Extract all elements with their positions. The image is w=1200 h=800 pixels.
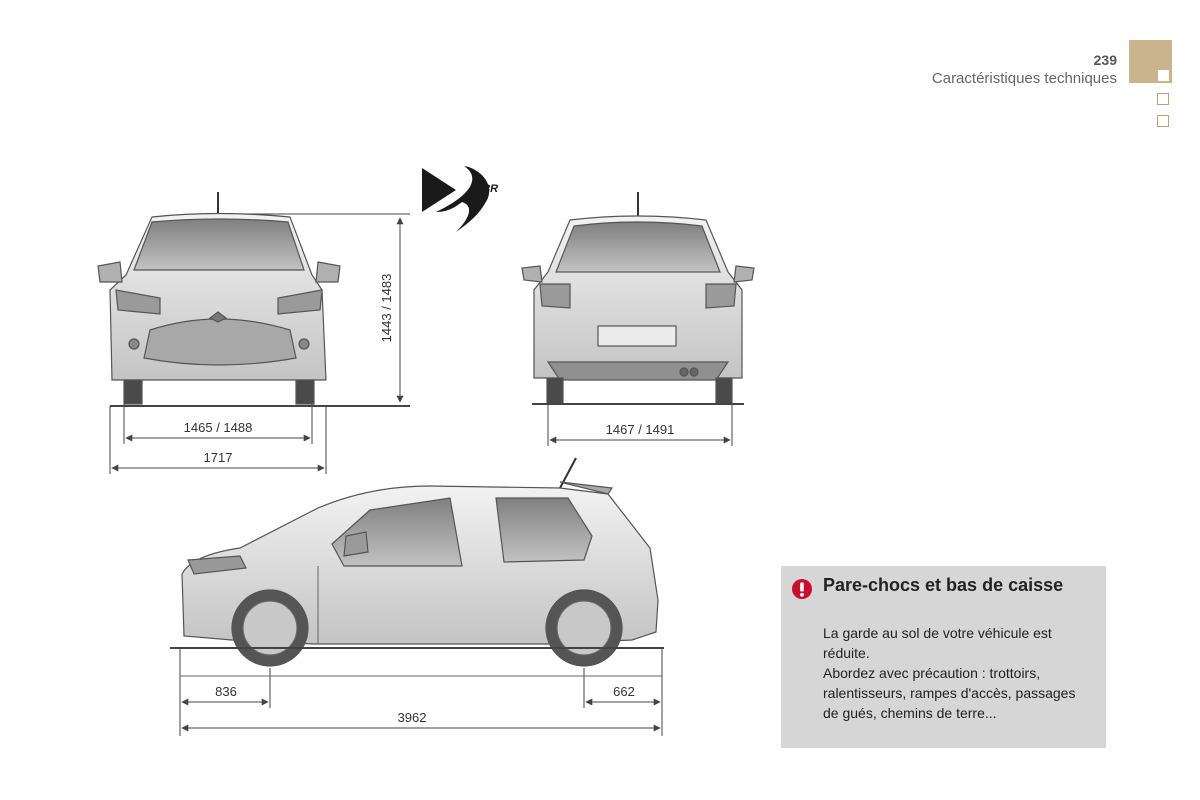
front-height-label: 1443 / 1483 (379, 273, 394, 343)
mirror-left (98, 262, 122, 282)
rear-view-car (522, 192, 754, 404)
mirror-left (522, 266, 542, 282)
license-plate (598, 326, 676, 346)
front-tire-left (124, 380, 142, 404)
rear-tire-left (547, 378, 563, 404)
logo-s-shape (436, 166, 489, 232)
door-mirror (344, 532, 368, 556)
warning-icon (791, 578, 813, 600)
page-number: 239 (1093, 52, 1117, 68)
exhaust-left (680, 368, 688, 376)
windshield (134, 219, 304, 270)
rear-window (556, 222, 720, 272)
rear-overhang-label: 662 (613, 684, 635, 699)
overall-length-label: 3962 (397, 710, 427, 725)
warning-note (781, 566, 1106, 748)
logo-3r-text: 3R (484, 183, 499, 195)
mirror-right (734, 266, 754, 282)
overall-width-label: 1717 (203, 450, 233, 465)
rear-tire-right (716, 378, 732, 404)
note-body (823, 623, 1093, 723)
section-title: Caractéristiques techniques (931, 70, 1117, 87)
taillight-right (706, 284, 736, 308)
fog-light-left (129, 339, 139, 349)
rear-rim (557, 601, 611, 655)
exhaust-right (690, 368, 698, 376)
side-view-car (170, 458, 664, 666)
taillight-left (540, 284, 570, 308)
mirror-right (316, 262, 340, 282)
front-overhang-label: 836 (215, 684, 237, 699)
front-track-label: 1465 / 1488 (183, 420, 253, 435)
note-paragraph: Abordez avec précaution : trottoirs, ralentisseurs, rampes d'accès, passages de gués, chemins de terre... (823, 665, 1076, 721)
front-rim (243, 601, 297, 655)
note-title: Pare-chocs et bas de caisse (823, 575, 1064, 595)
note-paragraph: La garde au sol de votre véhicule est réduite. (823, 625, 1052, 661)
ds3r-logo (422, 166, 498, 232)
rear-diffuser (548, 362, 728, 380)
front-tire-right (296, 380, 314, 404)
grille (144, 319, 296, 365)
rear-track-label: 1467 / 1491 (605, 422, 675, 437)
fog-light-right (299, 339, 309, 349)
front-view-car (98, 192, 340, 404)
